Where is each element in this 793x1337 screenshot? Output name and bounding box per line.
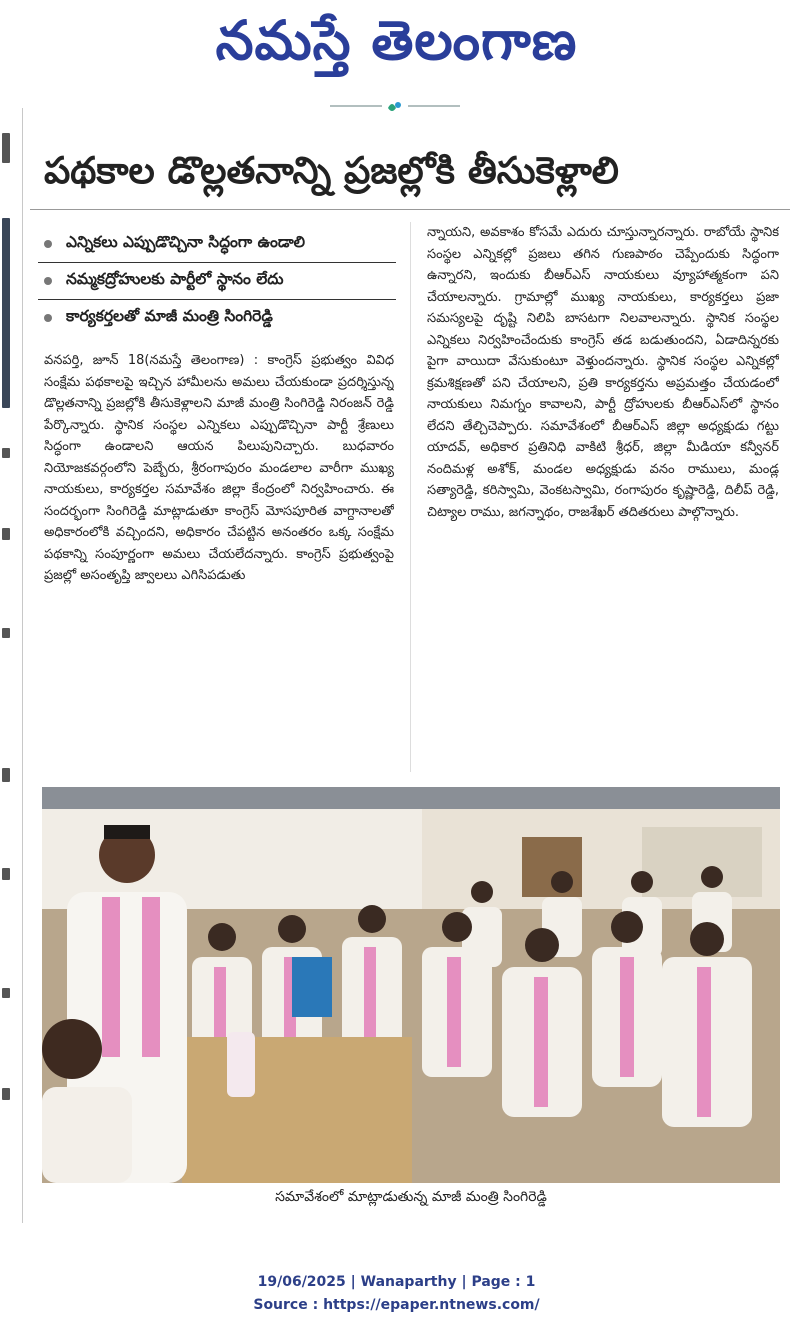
headline-divider [30, 209, 790, 210]
footer-date-edition: 19/06/2025 | Wanaparthy | Page : 1 [257, 1274, 536, 1290]
highlight-text: నమ్మకద్రోహులకు పార్టీలో స్థానం లేదు [66, 270, 284, 288]
masthead-ornament-icon [330, 100, 460, 114]
bullet-dot-icon [44, 277, 52, 285]
highlight-item [38, 300, 396, 336]
page-footer [0, 1271, 793, 1317]
photo-caption: సమావేశంలో మాట్లాడుతున్న మాజీ మంత్రి సింగిరెడ్డి [275, 1189, 547, 1205]
bullet-dot-icon [44, 314, 52, 322]
meeting-photo-illustration [42, 787, 780, 1183]
article-body-left-column: వనపర్తి, జూన్ 18(నమస్తే తెలంగాణ) : కాంగ్రెస్ ప్రభుత్వం వివిధ సంక్షేమ పథకాలపై ఇచ్చిన హామీలను అమలు చేయకుండా ప్రదర్శిస్తున్న డొల్లతనాన్ని ప్రజల్లోకి తీసుకెళ్లాలని మాజీ మంత్రి సింగిరెడ్డి నిరంజన్ రెడ్డి పేర్కొన్నారు. స్థానిక సంస్థల ఎన్నికలు ఎప్పుడొచ్చినా పార్టీ శ్రేణులు సిద్ధంగా ఉండాలని ఆయన పిలుపునిచ్చారు. బుధవారం నియోజకవర్గంలోని పెబ్బేరు, శ్రీరంగాపురం మండలాల వారీగా ముఖ్య నాయకులు, కార్యకర్తల సమావేశం జిల్లా కేంద్రంలో నిర్వహించారు. ఈ సందర్భంగా సింగిరెడ్డి మాట్లాడుతూ కాంగ్రెస్ మోసపూరిత వాగ్దానాలతో అధికారంలోకి వచ్చిందని, అధికారం చేపట్టిన అనంతరం ఒక్క సంక్షేమ పథకాన్ని సంపూర్ణంగా అమలు చేయలేదన్నారు. కాంగ్రెస్ ప్రభుత్వంపై ప్రజల్లో అసంతృప్తి జ్వాలలు ఎగిసిపడుతు [44, 353, 394, 583]
page-margin-rule [22, 108, 23, 1223]
footer-source: Source : https://epaper.ntnews.com/ [253, 1297, 540, 1313]
highlight-text: కార్యకర్తలతో మాజీ మంత్రి సింగిరెడ్డి [66, 307, 273, 325]
bullet-dot-icon [44, 240, 52, 248]
newspaper-masthead: నమస్తే తెలంగాణ [215, 9, 578, 72]
highlight-item [38, 263, 396, 300]
article-body-right-column: న్నాయని, అవకాశం కోసమే ఎదురు చూస్తున్నారన్నారు. రాబోయే స్థానిక సంస్థల ఎన్నికల్లో ప్రజలు తగిన గుణపాఠం చెప్పేందుకు సిద్ధంగా ఉన్నారని, ఇందుకు బీఆర్ఎస్ నాయకులు వ్యూహాత్మకంగా పని చేయాలన్నారు. గ్రామాల్లో ముఖ్య నాయకులు, కార్యకర్తలు ప్రజా సమస్యలపై దృష్టి నిలిపి బాసటగా నిలవాలన్నారు. స్థానిక సంస్థల ఎన్నికలు నిర్వహించేందుకు కాంగ్రెస్ తడ బడుతుందని, ఏడాదిన్నరకు పైగా వాయిదా వేసుకుంటూ వెళ్తుందన్నారు. స్థానిక సంస్థల ఎన్నికల్లో క్రమశిక్షణతో పని చేయాలని, ప్రతి కార్యకర్తను అప్రమత్తం చేయడంలో నాయకులు నిమగ్నం కావాలని, పార్టీ ద్రోహులకు బీఆర్ఎస్‌లో స్థానం లేదని తేల్చిచెప్పారు. సమావేశంలో బీఆర్ఎస్ జిల్లా అధ్యక్షుడు గట్టు యాదవ్, అధికార ప్రతినిధి వాకిటి శ్రీధర్, జిల్లా మీడియా కన్వీనర్ నందిమళ్ల అశోక్, మండల అధ్యక్షుడు వనం రాములు, మండ్ల సత్యారెడ్డి, కరిస్వామి, వెంకటస్వామి, రంగాపురం కృష్ణారెడ్డి, దిలీప్ రెడ్డి, చిట్యాల రాము, జగన్నాథం, రాజశేఖర్ తదితరులు పాల్గొన్నారు. [427, 225, 779, 520]
highlight-text: ఎన్నికలు ఎప్పుడొచ్చినా సిద్ధంగా ఉండాలి [66, 233, 305, 251]
highlight-list [38, 226, 396, 336]
article-headline: పథకాల డొల్లతనాన్ని ప్రజల్లోకి తీసుకెళ్లాలి [44, 149, 619, 192]
adjacent-page-edge [0, 108, 20, 1223]
meeting-photo [42, 787, 780, 1183]
column-divider [410, 222, 411, 772]
highlight-item [38, 226, 396, 263]
